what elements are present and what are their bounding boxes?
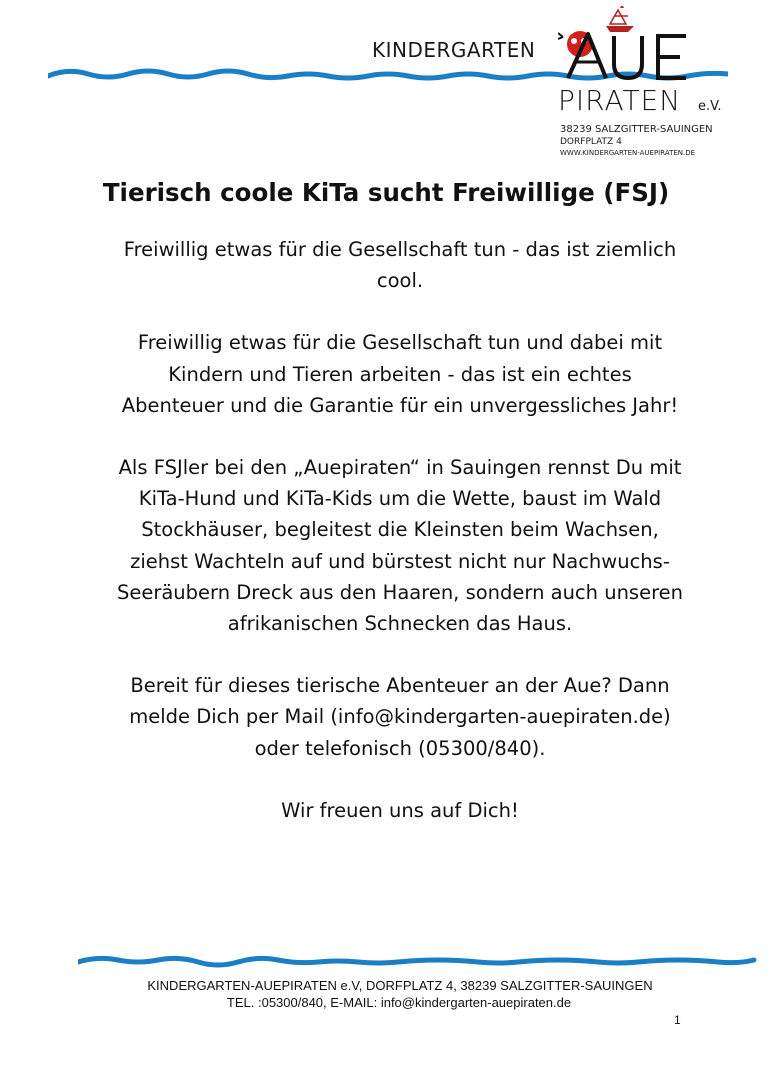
header-website: WWW.KINDERGARTEN-AUEPIRATEN.DE	[560, 149, 696, 157]
text-line: cool.	[376, 269, 424, 293]
text-line: oder telefonisch (05300/840).	[254, 736, 546, 760]
footer-address: KINDERGARTEN-AUEPIRATEN e.V, DORFPLATZ 4, 38239 SALZGITTER-SAUINGEN	[147, 978, 653, 993]
footer-contact: TEL. :05300/840, E-MAIL: info@kindergarten-auepiraten.de	[226, 995, 572, 1010]
brand-suffix: e.V.	[698, 99, 722, 114]
text-line: melde Dich per Mail (info@kindergarten-auepiraten.de)	[129, 705, 671, 729]
text-line: Seeräubern Dreck aus den Haaren, sondern auch unseren	[116, 580, 684, 604]
text-line: Stockhäuser, begleitest die Kleinsten beim Wachsen,	[141, 518, 659, 542]
header-address-city: 38239 SALZGITTER-SAUINGEN	[560, 124, 713, 135]
text-line: Bereit für dieses tierische Abenteuer an der Aue? Dann	[130, 674, 670, 698]
brand-name: PIRATEN	[558, 84, 682, 117]
document-body	[90, 234, 710, 857]
pirate-ship-icon	[606, 6, 634, 32]
paragraph-4	[90, 670, 710, 764]
brand-prefix: KINDERGARTEN	[372, 38, 536, 62]
text-line: ziehst Wachteln auf und bürstest nicht nur Nachwuchs-	[130, 549, 670, 573]
letterhead	[0, 0, 772, 170]
paragraph-1	[90, 234, 710, 296]
text-line: Freiwillig etwas für die Gesellschaft tun - das ist ziemlich	[123, 238, 677, 261]
text-line: afrikanischen Schnecken das Haus.	[227, 612, 573, 636]
text-line: Wir freuen uns auf Dich!	[281, 798, 519, 822]
text-line: Freiwillig etwas für die Gesellschaft tun und dabei mit	[137, 331, 663, 355]
paragraph-5	[90, 795, 710, 826]
text-line: Kindern und Tieren arbeiten - das ist ein echtes	[168, 362, 632, 386]
logo-letter-a	[558, 31, 606, 78]
text-line: Als FSJler bei den „Auepiraten“ in Sauingen rennst Du mit	[118, 456, 682, 480]
text-line: KiTa-Hund und KiTa-Kids um die Wette, baust im Wald	[138, 487, 662, 511]
text-line: Abenteuer und die Garantie für ein unvergessliches Jahr!	[121, 393, 679, 417]
paragraph-2	[90, 327, 710, 421]
header-address-street: DORFPLATZ 4	[560, 137, 622, 147]
page-number: 1	[674, 1013, 681, 1027]
document-title: Tierisch coole KiTa sucht Freiwillige (FSJ)	[102, 178, 670, 207]
auepiraten-logo	[558, 6, 698, 86]
paragraph-3	[90, 452, 710, 639]
wave-bottom-decoration	[78, 950, 758, 974]
